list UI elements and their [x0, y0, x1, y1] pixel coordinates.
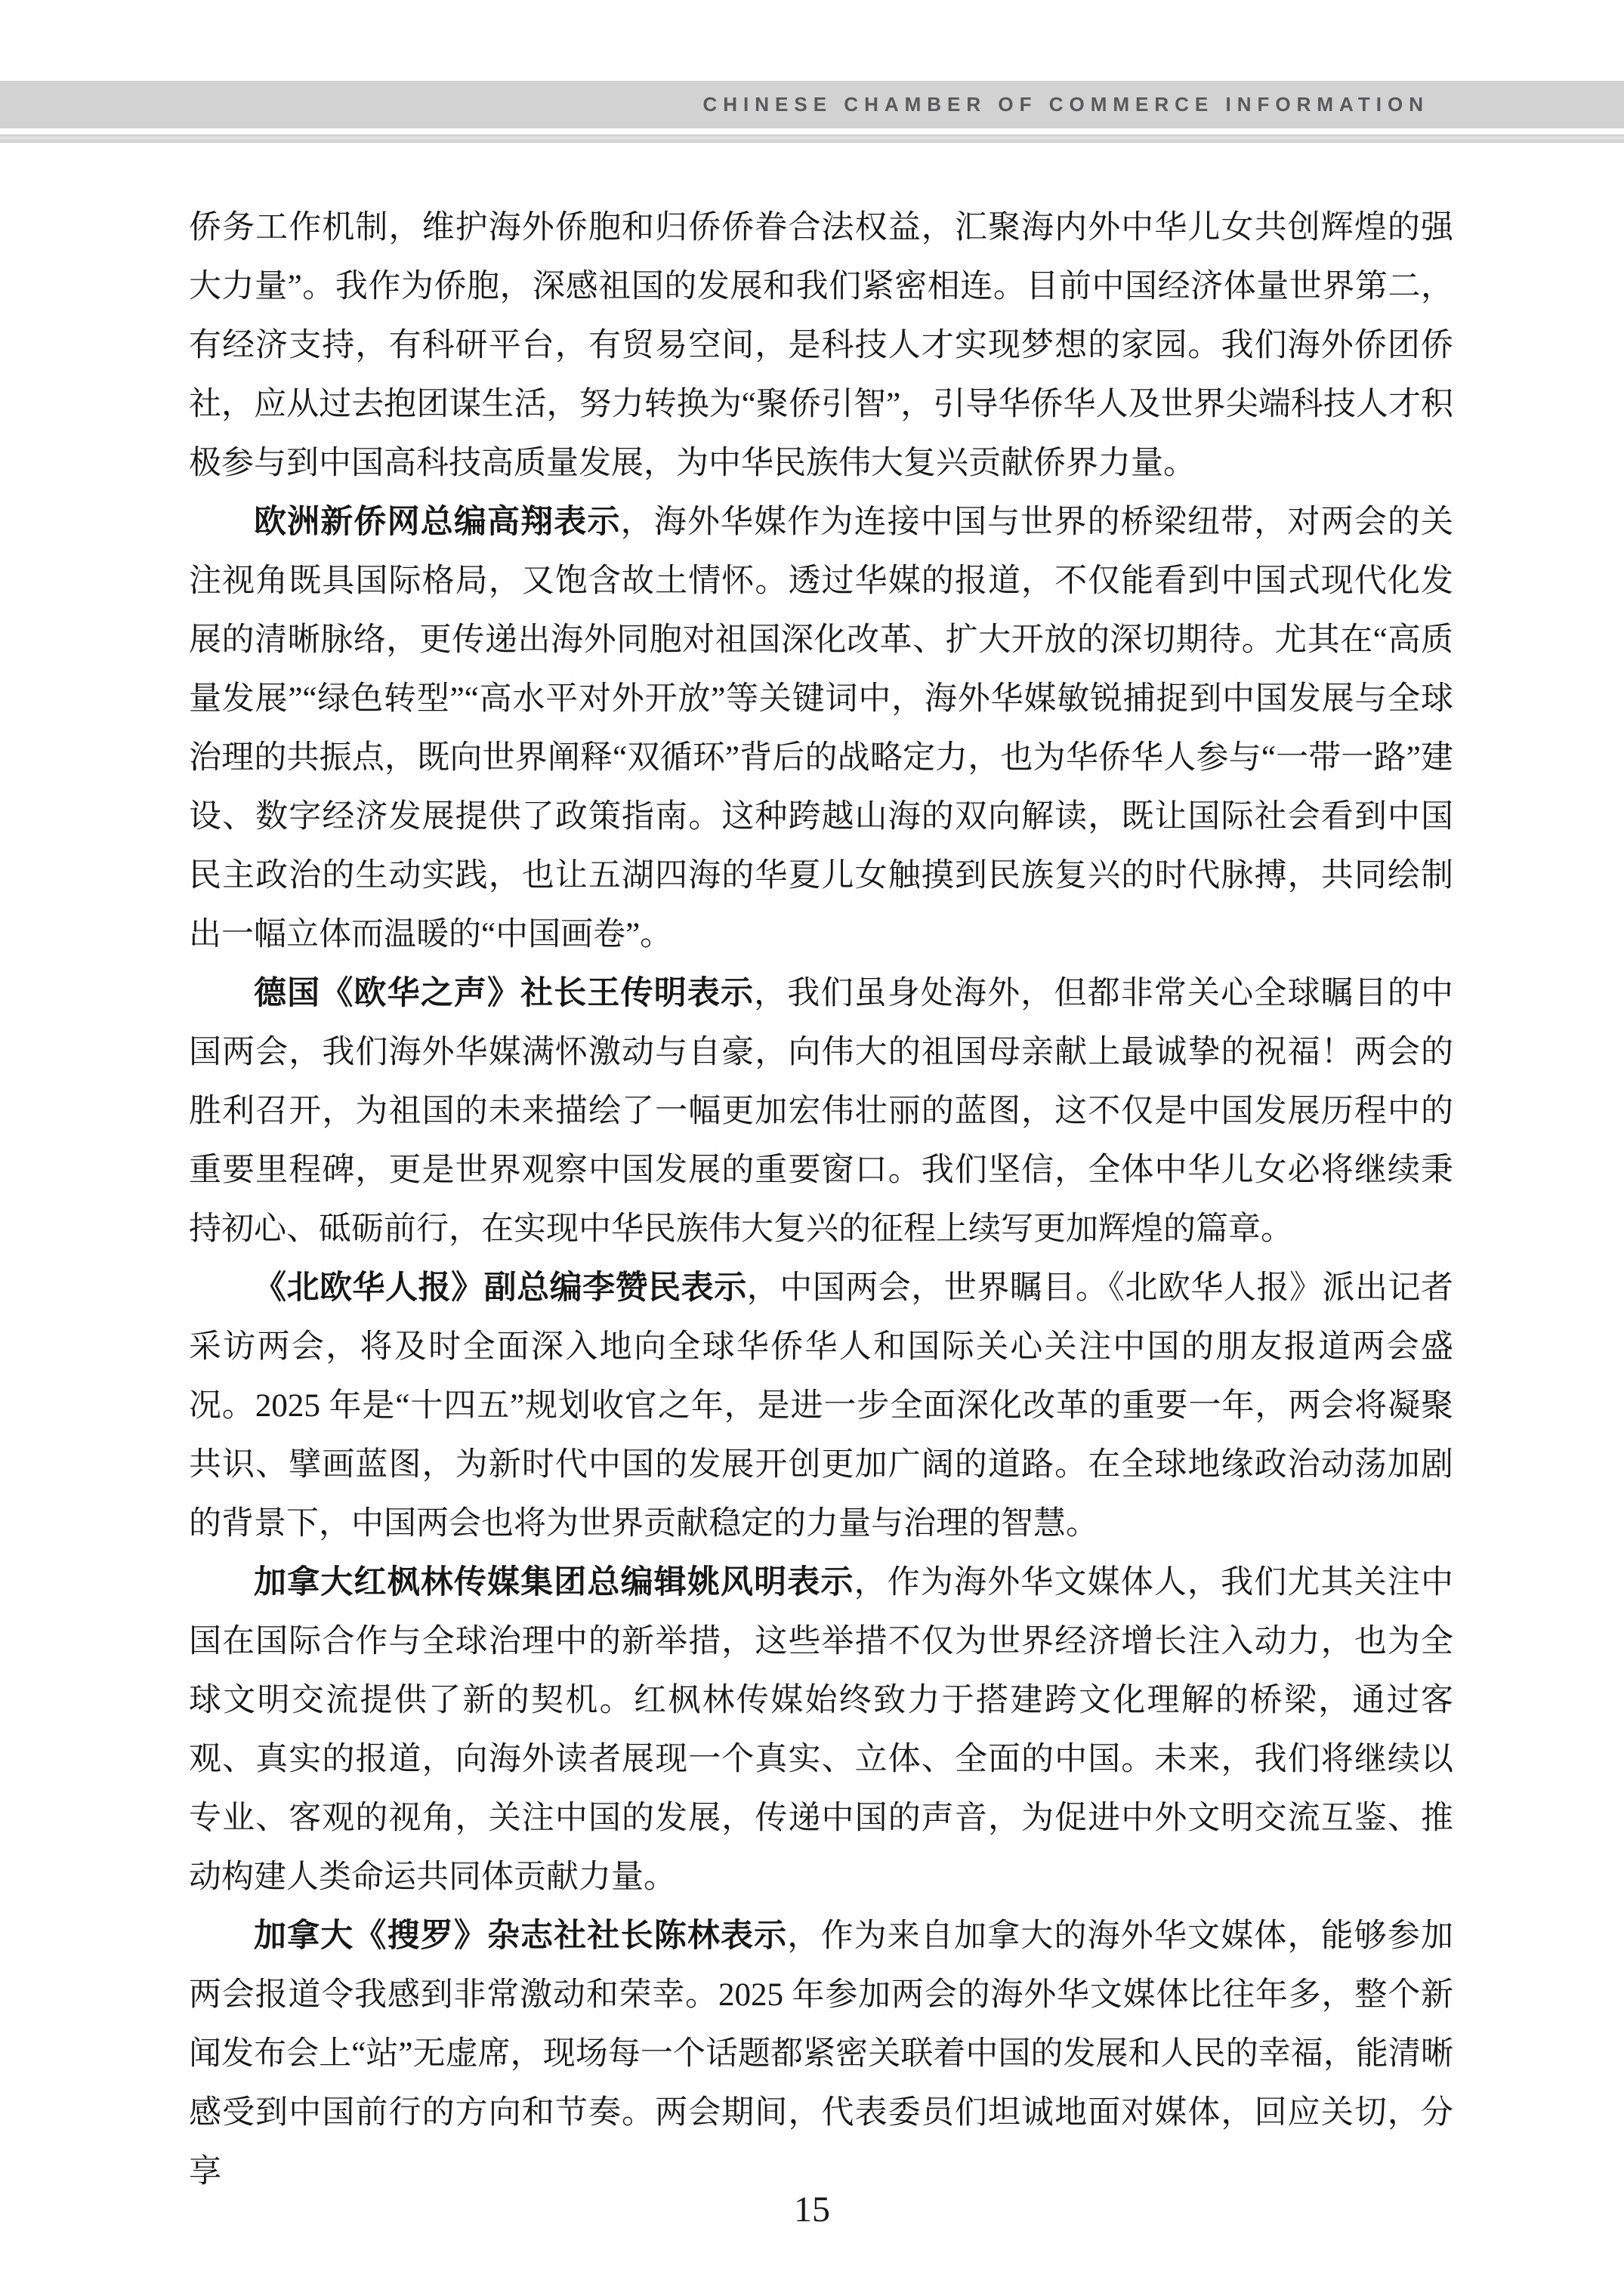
header-banner [0, 81, 1624, 128]
paragraph [189, 199, 1453, 493]
paragraph-text: ，作为海外华文媒体人，我们尤其关注中国在国际合作与全球治理中的新举措，这些举措不仅为世界经济增长注入动力，也为全球文明交流提供了新的契机。红枫林传媒始终致力于搭建跨文化理解的桥梁，通过客观、真实的报道，向海外读者展现一个真实、立体、全面的中国。未来，我们将继续以专业、客观的视角，关注中国的发展，传递中国的声音，为促进中外文明交流互鉴、推动构建人类命运共同体贡献力量。 [189, 1565, 1454, 1895]
paragraph [189, 493, 1453, 964]
paragraph [189, 1259, 1453, 1554]
paragraph-text: ，中国两会，世界瞩目。《北欧华人报》派出记者采访两会，将及时全面深入地向全球华侨华人和国际关心关注中国的朋友报道两会盛况。2025 年是“十四五”规划收官之年，是进一步全面深化改革的重要一年，两会将凝聚共识、擘画蓝图，为新时代中国的发展开创更加广阔的道路。在全球地缘政治动荡加剧的背景下，中国两会也将为世界贡献稳定的力量与治理的智慧。 [189, 1270, 1454, 1542]
paragraph-text: ，我们虽身处海外，但都非常关心全球瞩目的中国两会，我们海外华媒满怀激动与自豪，向伟大的祖国母亲献上最诚挚的祝福！两会的胜利召开，为祖国的未来描绘了一幅更加宏伟壮丽的蓝图，这不仅是中国发展历程中的重要里程碑，更是世界观察中国发展的重要窗口。我们坚信，全体中华儿女必将继续秉持初心、砥砺前行，在实现中华民族伟大复兴的征程上续写更加辉煌的篇章。 [189, 976, 1454, 1247]
speaker-lead: 加拿大《搜罗》杂志社社长陈林表示 [254, 1918, 788, 1954]
article [189, 199, 1453, 2202]
speaker-lead: 欧洲新侨网总编高翔表示 [254, 505, 621, 540]
paragraph-text: 侨务工作机制，维护海外侨胞和归侨侨眷合法权益，汇聚海内外中华儿女共创辉煌的强大力量”。我作为侨胞，深感祖国的发展和我们紧密相连。目前中国经济体量世界第二，有经济支持，有科研平台，有贸易空间，是科技人才实现梦想的家园。我们海外侨团侨社，应从过去抱团谋生活，努力转换为“聚侨引智”，引导华侨华人及世界尖端科技人才积极参与到中国高科技高质量发展，为中华民族伟大复兴贡献侨界力量。 [189, 210, 1453, 481]
paragraph [189, 1907, 1453, 2202]
paragraph [189, 964, 1453, 1259]
header-banner-divider [0, 134, 1624, 143]
speaker-lead: 加拿大红枫林传媒集团总编辑姚风明表示 [254, 1565, 854, 1600]
speaker-lead: 德国《欧华之声》社长王传明表示 [254, 976, 755, 1011]
paragraph [189, 1554, 1453, 1907]
paragraph-text: ，海外华媒作为连接中国与世界的桥梁纽带，对两会的关注视角既具国际格局，又饱含故土情怀。透过华媒的报道，不仅能看到中国式现代化发展的清晰脉络，更传递出海外同胞对祖国深化改革、扩大开放的深切期待。尤其在“高质量发展”“绿色转型”“高水平对外开放”等关键词中，海外华媒敏锐捕捉到中国发展与全球治理的共振点，既向世界阐释“双循环”背后的战略定力，也为华侨华人参与“一带一路”建设、数字经济发展提供了政策指南。这种跨越山海的双向解读，既让国际社会看到中国民主政治的生动实践，也让五湖四海的华夏儿女触摸到民族复兴的时代脉搏，共同绘制出一幅立体而温暖的“中国画卷”。 [189, 505, 1454, 952]
page-footer [0, 2189, 1624, 2230]
page-number: 15 [794, 2190, 830, 2230]
paragraph-text: ，作为来自加拿大的海外华文媒体，能够参加两会报道令我感到非常激动和荣幸。2025 年参加两会的海外华文媒体比往年多，整个新闻发布会上“站”无虚席，现场每一个话题都紧密关联着中国的发展和人民的幸福，能清晰感受到中国前行的方向和节奏。两会期间，代表委员们坦诚地面对媒体，回应关切，分享 [189, 1918, 1454, 2190]
speaker-lead: 《北欧华人报》副总编李赞民表示 [254, 1270, 747, 1306]
header-banner-text: CHINESE CHAMBER OF COMMERCE INFORMATION [702, 93, 1429, 116]
